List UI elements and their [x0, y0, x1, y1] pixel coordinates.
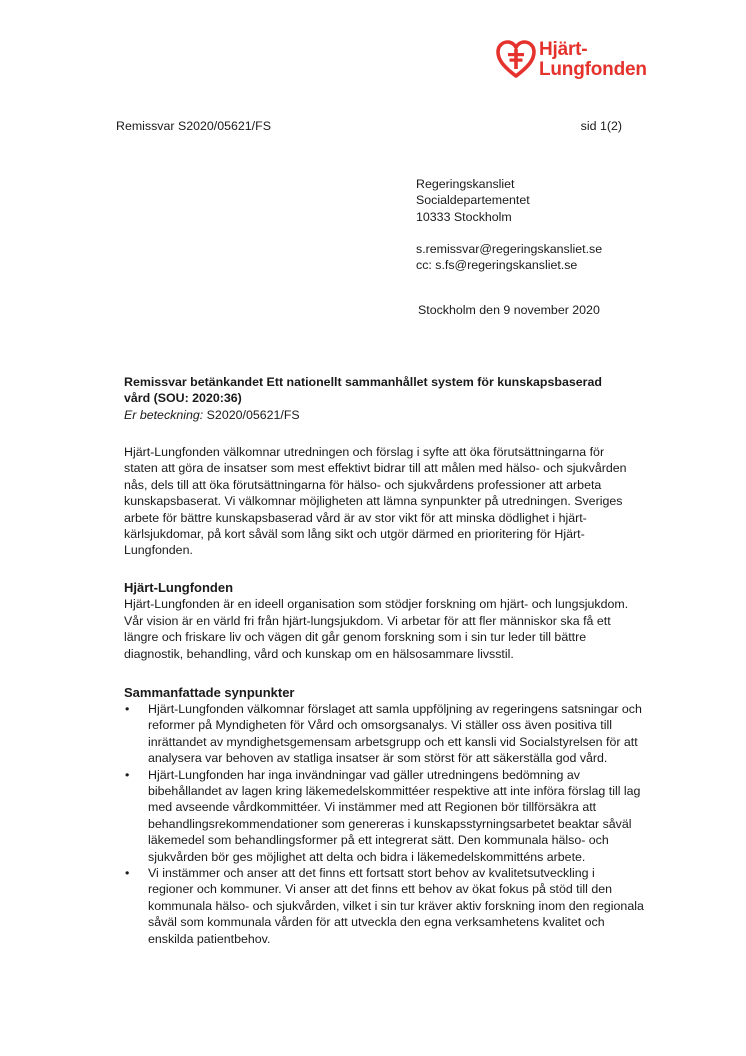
list-item — [124, 767, 664, 865]
intro-paragraph — [124, 444, 654, 559]
logo-wordmark — [539, 40, 647, 80]
bullet-marker: • — [125, 866, 130, 881]
logo-line-1: Hjärt- — [539, 39, 588, 60]
section-heading: Sammanfattade synpunkter — [124, 685, 295, 700]
paragraph-line: analysera var behoven av statliga insatser är som störst för att säkerställa god vård. — [148, 751, 608, 766]
paragraph-line: staten att göra de insatser som mest effektivt bidrar till att målen med hälso- och sjukvården — [124, 461, 627, 476]
paragraph-line: enskilda patientbehov. — [148, 931, 271, 946]
logo-line-2: Lungfonden — [539, 59, 647, 80]
reference-line — [116, 118, 636, 134]
list-item — [124, 865, 664, 947]
paragraph-line: Vi instämmer och anser att det finns ett fortsatt stort behov av kvalitetsutveckling i — [148, 866, 595, 881]
organization-logo — [496, 40, 676, 84]
document-title — [124, 374, 644, 407]
email-primary: s.remissvar@regeringskansliet.se — [416, 242, 603, 256]
paragraph-line: såväl som kommunala vården för att utveckla den egna verksamhetens kvalitet och — [148, 915, 605, 930]
paragraph-line: längre och friskare liv och vägen dit går genom forskning som i sin tur leder till bättre — [124, 630, 587, 645]
summary-section — [124, 685, 654, 701]
paragraph-line: behandlingsrekommendationer som genereras i kunskapsstyrningsarbetet beaktar såväl — [148, 816, 632, 831]
reference-number: Remissvar S2020/05621/FS — [116, 119, 271, 133]
paragraph-line: inrättandet av myndighetsgemensam arbetsgrupp och ett kansli vid Socialstyrelsen för att — [148, 734, 638, 749]
recipient-address — [416, 176, 716, 225]
paragraph-line: regioner och kommuner. Vi anser att det finns ett behov av ökat fokus på stöd till den — [148, 882, 613, 897]
bullet-marker: • — [125, 767, 130, 782]
page-number: sid 1(2) — [580, 119, 622, 133]
address-line: Regeringskansliet — [416, 177, 515, 191]
paragraph-line: Lungfonden. — [124, 543, 193, 558]
paragraph-line: Vår vision är en värld fri från hjärt-lungsjukdom. Vi arbetar för att fler människor ska få ett — [124, 613, 611, 628]
title-line: Remissvar betänkandet Ett nationellt sammanhållet system för kunskapsbaserad — [124, 375, 602, 389]
paragraph-line: Hjärt-Lungfonden är en ideell organisation som stödjer forskning om hjärt- och lungsjukdom. — [124, 597, 629, 612]
designation-value: S2020/05621/FS — [206, 408, 300, 422]
paragraph-line: Hjärt-Lungfonden välkomnar förslaget att samla uppföljning av regeringens satsningar och — [148, 702, 642, 716]
list-item — [124, 701, 664, 767]
paragraph-line: läkemedel som behandlingsformer på ett integrerat sätt. Den kommunala hälso- och — [148, 833, 609, 848]
address-line: Socialdepartementet — [416, 193, 530, 208]
paragraph-line: kunskapsbaserat. Vi välkomnar möjligheten att lämna synpunkter på utredningen. Sveriges — [124, 494, 623, 509]
paragraph-line: bibehållandet av lagen kring läkemedelskommittéer respektive att inte införa förslag till lag — [148, 784, 641, 799]
paragraph-line: Hjärt-Lungfonden har inga invändningar vad gäller utredningens bedömning av — [148, 767, 580, 782]
heart-cross-icon — [496, 40, 536, 80]
paragraph-line: arbete för bättre kunskapsbaserad vård är av stor vikt för att minska dödlighet i hjärt- — [124, 510, 587, 525]
paragraph-line: reformer på Myndigheten för Vård och omsorgsanalys. Vi ställer oss även positiva till — [148, 718, 612, 733]
paragraph-line: Hjärt-Lungfonden välkomnar utredningen och förslag i syfte att öka förutsättningarna för — [124, 445, 605, 459]
recipient-emails — [416, 241, 716, 274]
address-line: 10333 Stockholm — [416, 209, 512, 224]
paragraph-line: med avseende vårdkommittéer. Vi instämmer med att Regionen bör tillförsäkra att — [148, 800, 597, 815]
designation-label: Er beteckning: — [124, 408, 204, 422]
bullet-marker: • — [125, 702, 130, 716]
designation-line — [124, 407, 644, 423]
letter-date: Stockholm den 9 november 2020 — [418, 303, 600, 317]
paragraph-line: kärlsjukdomar, på kort såväl som lång sikt och utgör därmed en prioritering för Hjärt- — [124, 527, 585, 542]
title-line: vård (SOU: 2020:36) — [124, 391, 242, 406]
about-section — [124, 580, 654, 662]
paragraph-line: kommunala hälso- och sjukvården, vilket i sin tur kräver aktiv forskning inom den regionala — [148, 898, 644, 913]
email-cc: cc: s.fs@regeringskansliet.se — [416, 258, 578, 273]
section-heading: Hjärt-Lungfonden — [124, 580, 234, 595]
paragraph-line: nås, dels till att öka förutsättningarna för hälso- och sjukvårdens professioner att arbeta — [124, 477, 602, 492]
summary-list — [124, 701, 664, 947]
paragraph-line: sjukvården bör ges möjlighet att delta och bidra i läkemedelskommitténs arbete. — [148, 849, 586, 864]
paragraph-line: diagnostik, behandling, vård och kunskap om en hälsosammare livsstil. — [124, 646, 514, 661]
